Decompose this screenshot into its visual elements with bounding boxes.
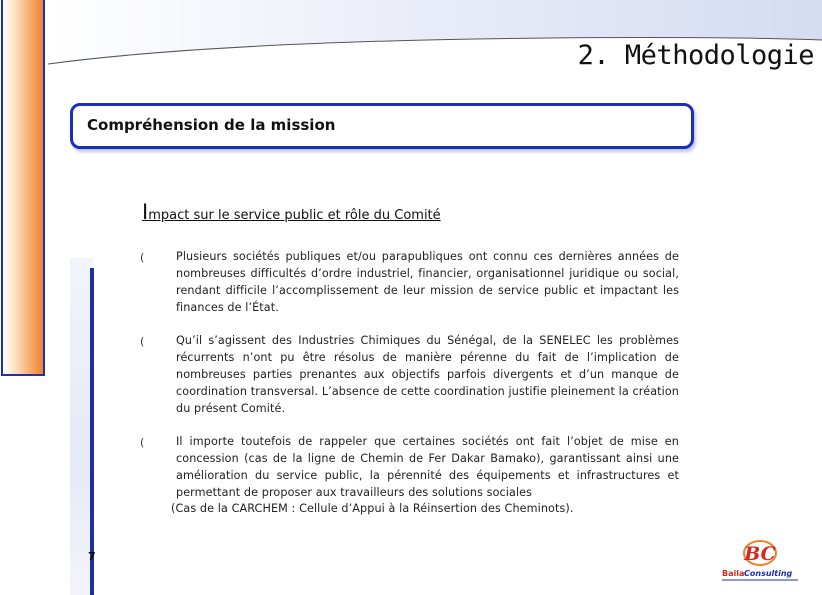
logo-name-part1: Baila [722, 569, 745, 578]
logo-name-part2: Consulting [744, 569, 793, 578]
subheading-text: mpact sur le service public et rôle du Comité [148, 208, 441, 223]
bullet-marker: ( [140, 251, 145, 264]
bullet-paragraph-continuation: (Cas de la CARCHEM : Cellule d’Appui à la Réinsertion des Cheminots). [171, 502, 574, 515]
company-logo [720, 538, 800, 584]
bullet-paragraph: Qu’il s’agissent des Industries Chimiques du Sénégal, de la SENELEC les problèmes récurrents n’ont pu être résolus de manière pérenne du fait de l’implication de nombreuses parties prenantes aux objectifs parfois divergents et d’un manque de coordination transversal. L’absence de cette coordination justifie pleinement la création du présent Comité. [176, 334, 679, 415]
logo-mark [720, 538, 800, 584]
bullet-paragraph: Plusieurs sociétés publiques et/ou parapubliques ont connu ces dernières années de nombreuses difficultés d’ordre industriel, financier, organisationnel juridique ou social, rendant difficile l’accomplissement de leur mission de service public et impactant les finances de l’État. [176, 250, 679, 314]
logo-initials: BC [744, 543, 776, 565]
bullet-paragraph: Il importe toutefois de rappeler que certaines sociétés ont fait l’objet de mise en concession (cas de la ligne de Chemin de Fer Dakar Bamako), garantissant ainsi une amélioration du service public, la pérennité des équipements et infrastructures et permettant de proposer aux travailleurs des solutions sociales [176, 435, 679, 499]
bullet-marker: ( [140, 436, 145, 449]
bullet-marker: ( [140, 335, 145, 348]
left-accent-bar [1, 0, 45, 376]
page-number: 7 [88, 550, 96, 563]
section-header-box [70, 103, 694, 149]
section-title: Compréhension de la mission [87, 116, 336, 134]
subheading-initial: I [142, 200, 149, 224]
side-blue-line [90, 268, 94, 595]
page-title: 2. Méthodologie [577, 40, 814, 71]
subheading [142, 200, 441, 224]
